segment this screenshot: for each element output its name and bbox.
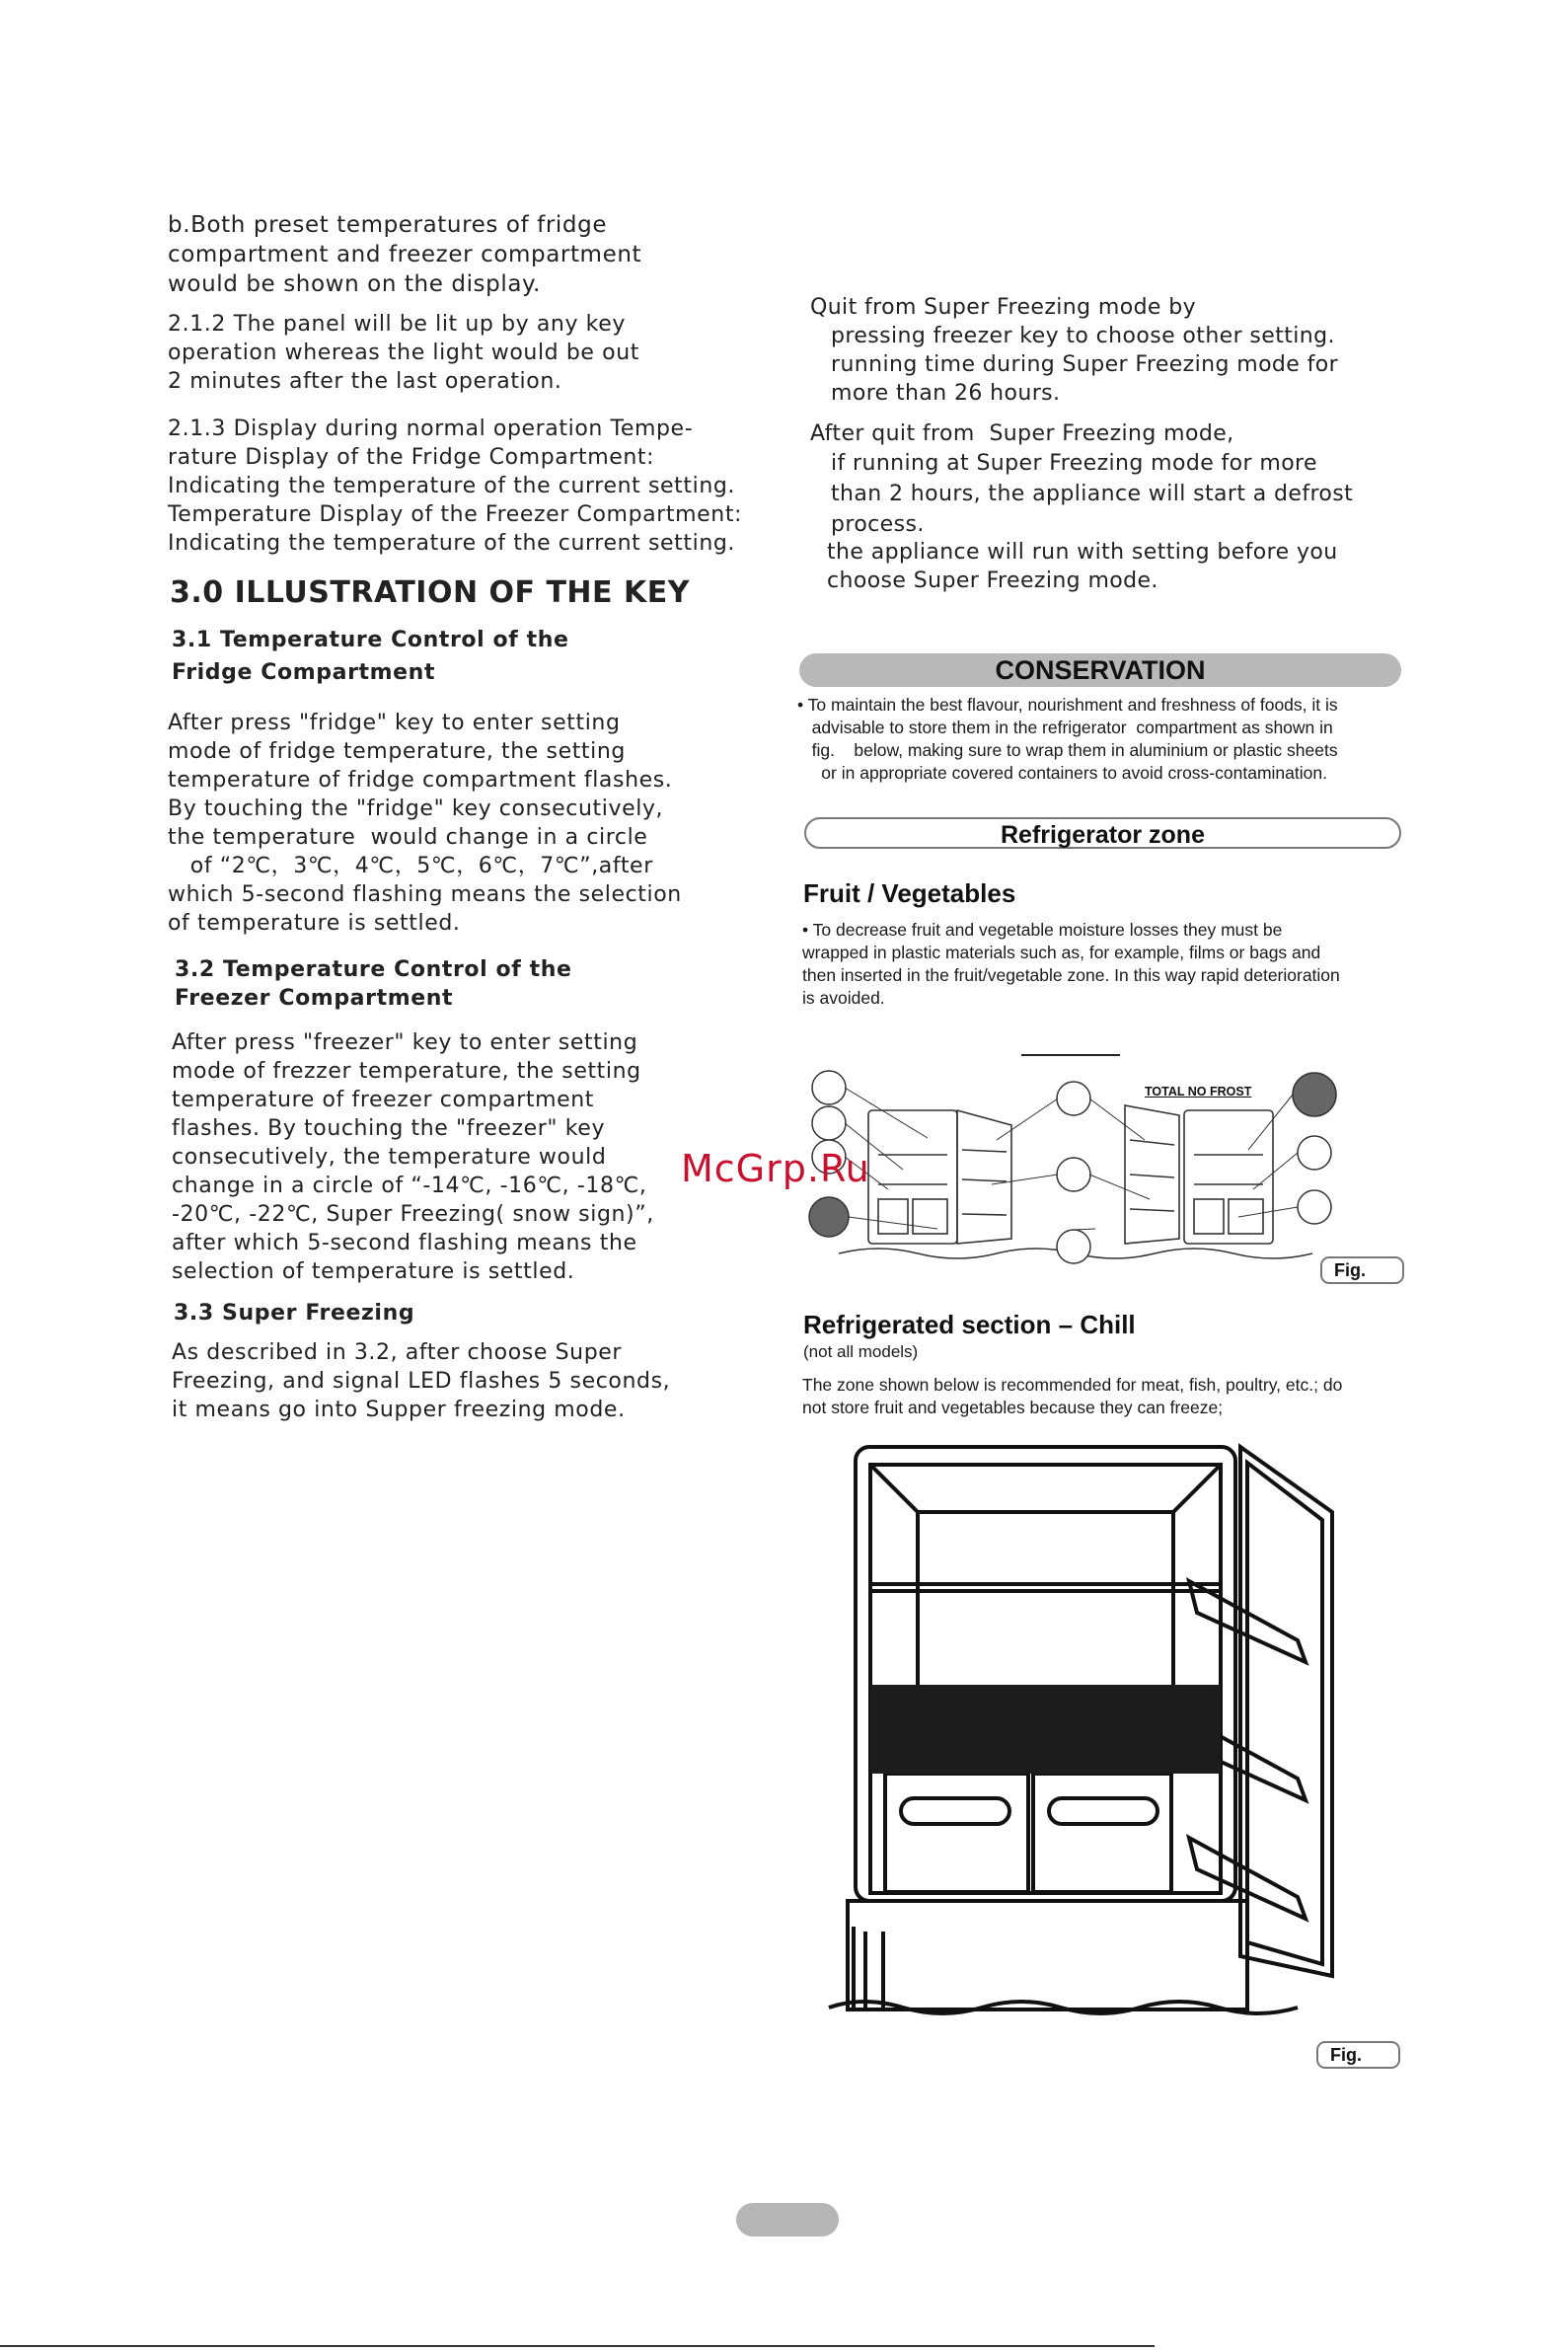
food-icon-center-1	[1057, 1082, 1090, 1115]
paragraph-2-1-3: 2.1.3 Display during normal operation Tempe- rature Display of the Fridge Compartment: Indicating the temperature of the current setting. Temperature Display of the Freezer Compartment: Indicating the temperature of the current setting.	[168, 417, 743, 556]
food-icon-right-3	[1298, 1190, 1331, 1224]
after-quit-title: After quit from Super Freezing mode,	[810, 421, 1234, 446]
watermark	[681, 1147, 870, 1190]
figure-label-2: Fig.	[1316, 2041, 1400, 2069]
paragraph-3-3: As described in 3.2, after choose Super Freezing, and signal LED flashes 5 seconds, it means go into Supper freezing mode.	[172, 1340, 671, 1422]
food-icon-center-2	[1057, 1158, 1090, 1191]
storage-illustration	[799, 1041, 1352, 1278]
total-no-frost-label: TOTAL NO FROST	[1145, 1085, 1252, 1099]
chill-zone-band	[870, 1685, 1221, 1774]
bottom-rule	[0, 2345, 1155, 2347]
heading-3-0: 3.0 ILLUSTRATION OF THE KEY	[170, 575, 690, 610]
fridge-right-drawing	[1125, 1105, 1273, 1244]
conservation-banner: CONSERVATION	[799, 653, 1401, 687]
paragraph-2-1-2: 2.1.2 The panel will be lit up by any key operation whereas the light would be out 2 minutes after the last operation.	[168, 312, 639, 394]
conservation-text: • To maintain the best flavour, nourishment and freshness of foods, it is advisable to store them in the refrigerator compartment as shown in fig. below, making sure to wrap them in aluminium or plastic sheets or in appropriate covered containers to avoid cross-contamination.	[797, 695, 1338, 783]
food-icon-left-4	[809, 1197, 849, 1237]
paragraph-3-1: After press "fridge" key to enter setting mode of fridge temperature, the setting temperature of fridge compartment flashes. By touching the "fridge" key consecutively, the temperature would change in a circle of “2℃，3℃，4℃，5℃，6℃，7℃”,after which 5-second flashing means the selection of temperature is settled.	[168, 711, 682, 936]
heading-3-3: 3.3 Super Freezing	[174, 1301, 415, 1326]
chill-subtitle: (not all models)	[803, 1342, 919, 1361]
chill-zone-illustration	[824, 1443, 1337, 2025]
fruit-vegetables-text: • To decrease fruit and vegetable moisture losses they must be wrapped in plastic materials such as, for example, films or bags and then inserted in the fruit/vegetable zone. In this way rapid deterioration is avoided.	[802, 920, 1340, 1008]
fridge-left-drawing	[868, 1110, 1011, 1244]
page-number-pill	[736, 2203, 839, 2236]
figure-label-1: Fig.	[1320, 1256, 1404, 1284]
heading-3-1: 3.1 Temperature Control of the Fridge Compartment	[172, 628, 569, 685]
fruit-vegetables-heading: Fruit / Vegetables	[803, 878, 1016, 908]
chill-heading: Refrigerated section – Chill	[803, 1310, 1136, 1339]
paragraph-3-2: After press "freezer" key to enter setting mode of frezzer temperature, the setting temperature of freezer compartment flashes. By touching the "freezer" key consecutively, the temperature would change in a circle of “-14℃, -16℃, -18℃, -20℃, -22℃, Super Freezing( snow sign)”, after which 5-second flashing means the selection of temperature is settled.	[172, 1030, 654, 1284]
chill-text: The zone shown below is recommended for meat, fish, poultry, etc.; do not store fruit and vegetables because they can freeze;	[802, 1375, 1343, 1417]
food-icon-left-1	[812, 1071, 846, 1104]
heading-3-2: 3.2 Temperature Control of the Freezer Compartment	[175, 957, 572, 1011]
food-icon-right-2	[1298, 1136, 1331, 1170]
quit-body: pressing freezer key to choose other setting. running time during Super Freezing mode for more than 26 hours.	[831, 324, 1339, 406]
watermark-text: McGrp.Ru	[681, 1147, 870, 1190]
after-quit-body: if running at Super Freezing mode for more than 2 hours, the appliance will start a defrost process.	[831, 451, 1354, 537]
food-icon-center-3	[1057, 1230, 1090, 1263]
food-icon-left-2	[812, 1106, 846, 1140]
food-icon-right-1	[1293, 1073, 1336, 1116]
after-quit-tail: the appliance will run with setting before you choose Super Freezing mode.	[827, 540, 1338, 593]
paragraph-b: b.Both preset temperatures of fridge compartment and freezer compartment would be shown on the display.	[168, 212, 642, 297]
refrigerator-zone-box: Refrigerator zone	[804, 817, 1401, 849]
quit-title: Quit from Super Freezing mode by	[810, 295, 1197, 320]
